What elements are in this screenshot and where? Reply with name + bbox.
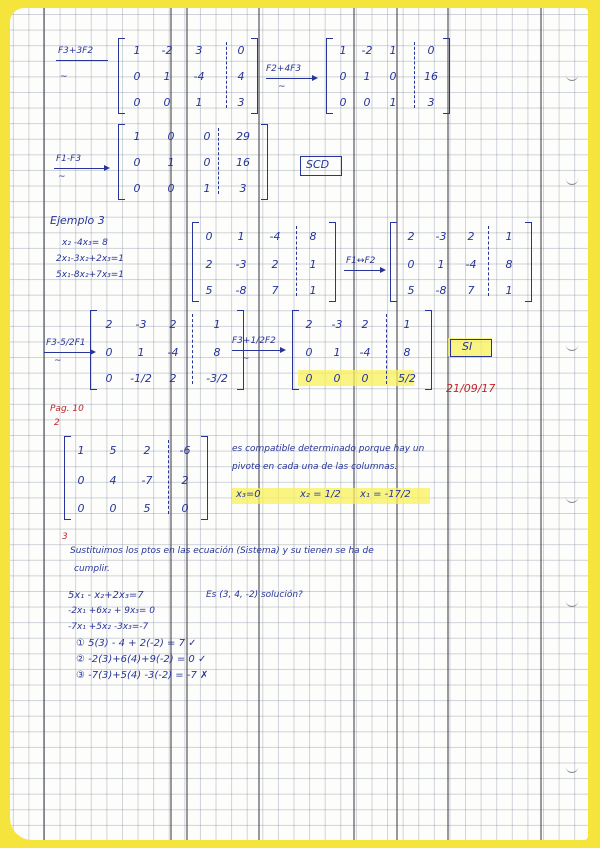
- page-reference: Pag. 10: [50, 404, 84, 414]
- ring-hole: [566, 344, 578, 351]
- matrix-cell: 5: [143, 502, 151, 515]
- matrix-cell: 16: [424, 70, 438, 83]
- matrix-cell: 2: [271, 258, 279, 271]
- example-heading: Ejemplo 3: [50, 214, 105, 227]
- matrix-cell: 2: [105, 318, 113, 331]
- augmented-matrix: [326, 38, 450, 114]
- matrix-cell: 5: [109, 444, 117, 457]
- matrix-cell: 1: [437, 258, 445, 271]
- matrix-cell: -4: [167, 346, 179, 359]
- matrix-cell: -6: [179, 444, 191, 457]
- matrix-cell: 1: [389, 44, 397, 57]
- matrix-cell: 1: [167, 156, 175, 169]
- augmented-matrix: [118, 124, 268, 200]
- matrix-cell: 5: [205, 284, 213, 297]
- arrow-icon: [266, 78, 316, 79]
- matrix-cell: 0: [389, 70, 397, 83]
- check-line: ③ -7(3)+5(4) -3(-2) = -7 ✗: [76, 670, 209, 681]
- result-label: SCD: [306, 158, 330, 171]
- matrix-cell: 8: [403, 346, 411, 359]
- matrix-cell: 0: [363, 96, 371, 109]
- matrix-cell: 1: [333, 346, 341, 359]
- matrix-cell: 3: [195, 44, 203, 57]
- matrix-cell: 29: [236, 130, 250, 143]
- augmented-matrix: [118, 38, 258, 114]
- row-operation-label: F1↔F2: [346, 256, 376, 266]
- matrix-cell: 2: [467, 230, 475, 243]
- augmented-matrix: [390, 222, 532, 302]
- matrix-cell: -2: [361, 44, 373, 57]
- matrix-cell: -4: [359, 346, 371, 359]
- augmented-matrix: [292, 310, 432, 390]
- matrix-cell: 0: [305, 346, 313, 359]
- matrix-cell: 0: [305, 372, 313, 385]
- matrix-cell: 0: [167, 130, 175, 143]
- matrix-cell: 0: [407, 258, 415, 271]
- matrix-cell: 1: [505, 230, 513, 243]
- matrix-cell: 1: [77, 444, 85, 457]
- equation: x₂ -4x₃= 8: [62, 238, 108, 248]
- matrix-cell: 8: [213, 346, 221, 359]
- matrix-cell: 3: [427, 96, 435, 109]
- matrix-cell: 2: [205, 258, 213, 271]
- matrix-cell: -8: [435, 284, 447, 297]
- check-line: ① 5(3) - 4 + 2(-2) = 7 ✓: [76, 638, 197, 649]
- instruction-text: Sustituimos los ptos en las ecuación (Sistema) y su tienen se ha de: [70, 546, 374, 556]
- equation: 2x₁-3x₂+2x₃=1: [56, 254, 125, 264]
- explanation-text: pivote en cada una de las columnas.: [232, 462, 398, 472]
- matrix-cell: 0: [333, 372, 341, 385]
- matrix-cell: 1: [309, 284, 317, 297]
- matrix-cell: 1: [163, 70, 171, 83]
- matrix-cell: 0: [109, 502, 117, 515]
- row-operation-label: F3-5/2F1: [46, 338, 86, 348]
- op-underline: [56, 60, 108, 61]
- exercise-number: 3: [62, 532, 68, 542]
- matrix-cell: 0: [163, 96, 171, 109]
- matrix-cell: -4: [193, 70, 205, 83]
- matrix-cell: 1: [339, 44, 347, 57]
- matrix-cell: 0: [237, 44, 245, 57]
- matrix-cell: 1: [213, 318, 221, 331]
- matrix-cell: 2: [169, 372, 177, 385]
- matrix-cell: 0: [339, 96, 347, 109]
- matrix-cell: 0: [133, 96, 141, 109]
- matrix-cell: 0: [133, 156, 141, 169]
- matrix-cell: 1: [203, 182, 211, 195]
- matrix-cell: -3: [331, 318, 343, 331]
- matrix-cell: -3: [235, 258, 247, 271]
- explanation-text: es compatible determinado porque hay un: [232, 444, 425, 454]
- arrow-icon: [44, 352, 94, 353]
- matrix-cell: 8: [309, 230, 317, 243]
- matrix-cell: 0: [105, 346, 113, 359]
- exercise-number: 2: [54, 418, 60, 428]
- matrix-cell: 7: [467, 284, 475, 297]
- matrix-cell: 16: [236, 156, 250, 169]
- matrix-cell: 1: [133, 130, 141, 143]
- matrix-cell: -2: [161, 44, 173, 57]
- matrix-cell: 0: [77, 502, 85, 515]
- matrix-cell: 0: [167, 182, 175, 195]
- arrow-icon: [54, 168, 108, 169]
- matrix-cell: -1/2: [130, 372, 152, 385]
- row-operation-label: F3+1/2F2: [232, 336, 276, 346]
- augmented-matrix: [64, 436, 208, 520]
- matrix-cell: 0: [203, 156, 211, 169]
- arrow-icon: [232, 350, 284, 351]
- ring-hole: [566, 766, 578, 773]
- matrix-cell: 1: [133, 44, 141, 57]
- matrix-cell: 5: [407, 284, 415, 297]
- matrix-cell: 1: [137, 346, 145, 359]
- margin-line: [43, 8, 45, 840]
- matrix-cell: 1: [363, 70, 371, 83]
- row-operation-label: F2+4F3: [266, 64, 302, 74]
- matrix-cell: 3: [239, 182, 247, 195]
- ring-hole: [566, 600, 578, 607]
- matrix-cell: 5/2: [398, 372, 416, 385]
- solution-value: x₃=0: [236, 489, 261, 500]
- matrix-cell: 2: [143, 444, 151, 457]
- instruction-text: cumplir.: [74, 564, 110, 574]
- row-operation-label: F3+3F2: [58, 46, 94, 56]
- matrix-cell: 8: [505, 258, 513, 271]
- matrix-cell: 1: [309, 258, 317, 271]
- question-note: Es (3, 4, -2) solución?: [206, 590, 303, 600]
- matrix-cell: 0: [361, 372, 369, 385]
- ring-hole: [566, 496, 578, 503]
- matrix-cell: 0: [181, 502, 189, 515]
- matrix-cell: 4: [237, 70, 245, 83]
- matrix-cell: 1: [389, 96, 397, 109]
- matrix-cell: -3: [435, 230, 447, 243]
- matrix-cell: 2: [305, 318, 313, 331]
- result-label: SI: [462, 340, 473, 353]
- matrix-cell: 0: [339, 70, 347, 83]
- ring-hole: [566, 74, 578, 81]
- matrix-cell: 2: [169, 318, 177, 331]
- solution-value: x₂ = 1/2: [300, 489, 341, 500]
- equation: 5x₁-8x₂+7x₃=1: [56, 270, 125, 280]
- check-line: ② -2(3)+6(4)+9(-2) = 0 ✓: [76, 654, 207, 665]
- solution-value: x₁ = -17/2: [360, 489, 411, 500]
- matrix-cell: 2: [361, 318, 369, 331]
- equation: -7x₁ +5x₂ -3x₃=-7: [68, 622, 149, 632]
- matrix-cell: 0: [205, 230, 213, 243]
- matrix-cell: -8: [235, 284, 247, 297]
- matrix-cell: 7: [271, 284, 279, 297]
- date-label: 21/09/17: [446, 382, 496, 395]
- augmented-matrix: [90, 310, 244, 390]
- matrix-cell: -3/2: [206, 372, 228, 385]
- matrix-cell: 0: [133, 70, 141, 83]
- matrix-cell: -4: [269, 230, 281, 243]
- matrix-cell: 0: [203, 130, 211, 143]
- matrix-cell: 2: [181, 474, 189, 487]
- vertical-rule: [396, 8, 398, 840]
- matrix-cell: 0: [427, 44, 435, 57]
- ring-hole: [566, 178, 578, 185]
- matrix-cell: 2: [407, 230, 415, 243]
- matrix-cell: 0: [105, 372, 113, 385]
- matrix-cell: -3: [135, 318, 147, 331]
- matrix-cell: 0: [77, 474, 85, 487]
- matrix-cell: 4: [109, 474, 117, 487]
- row-operation-label: F1-F3: [56, 154, 82, 164]
- matrix-cell: 1: [505, 284, 513, 297]
- matrix-cell: 3: [237, 96, 245, 109]
- matrix-cell: 1: [403, 318, 411, 331]
- matrix-cell: -4: [465, 258, 477, 271]
- vertical-rule: [540, 8, 542, 840]
- arrow-icon: [344, 270, 384, 271]
- matrix-cell: -7: [141, 474, 153, 487]
- matrix-cell: 0: [133, 182, 141, 195]
- equation: -2x₁ +6x₂ + 9x₃= 0: [68, 606, 156, 616]
- matrix-cell: 1: [237, 230, 245, 243]
- notebook-page: F3+3F2 ~ 1 -2 3 0 0 1 -4 4 0 0 1 3 F2+4F3 ~ 1 -2 1 0 0 1 0 16 0 0 1 3 F1-F3 ~ 1 0 0 29 0 1 0 16 0 0 1 3 SCD Ejemplo 3 x₂ -4x₃= 8 2x₁-3x₂+2x₃=1 5x₁-8x₂+7x₃=1 0 1 -4 8 2 -3 2 1 5 -8 7 1 F1↔F2 2 -3 2 1 0 1 -4 8 5 -8 7 1 F3-5/2F1 ~ 2 -3 2 1 0 1 -4 8 0 -1/2 2 -3/2 F3+1/2F2 ~ 2 -3 2 1 0 1 -4 8 0 0 0 5/2 SI 21/09/17 Pag. 10 2 1 5 2 -6 0 4 -7 2 0 0 5 0 es compatible determinado porque hay un pivote en cada una de las columnas. x₃=0 x₂ = 1/2 x₁ = -17/2 3 Sustituimos los ptos en las ecuación (Sistema) y su tienen se ha de cumplir. 5x₁ - x₂+2x₃=7 Es (3, 4, -2) solución? -2x₁ +6x₂ + 9x₃= 0 -7x₁ +5x₂ -3x₃=-7 ① 5(3) - 4 + 2(-2) = 7 ✓ ② -2(3)+6(4)+9(-2) = 0 ✓ ③ -7(3)+5(4) -3(-2) = -7 ✗: [10, 8, 588, 840]
- equation: 5x₁ - x₂+2x₃=7: [68, 590, 144, 601]
- augmented-matrix: [192, 222, 336, 302]
- matrix-cell: 1: [195, 96, 203, 109]
- vertical-rule: [447, 8, 449, 840]
- vertical-rule: [353, 8, 355, 840]
